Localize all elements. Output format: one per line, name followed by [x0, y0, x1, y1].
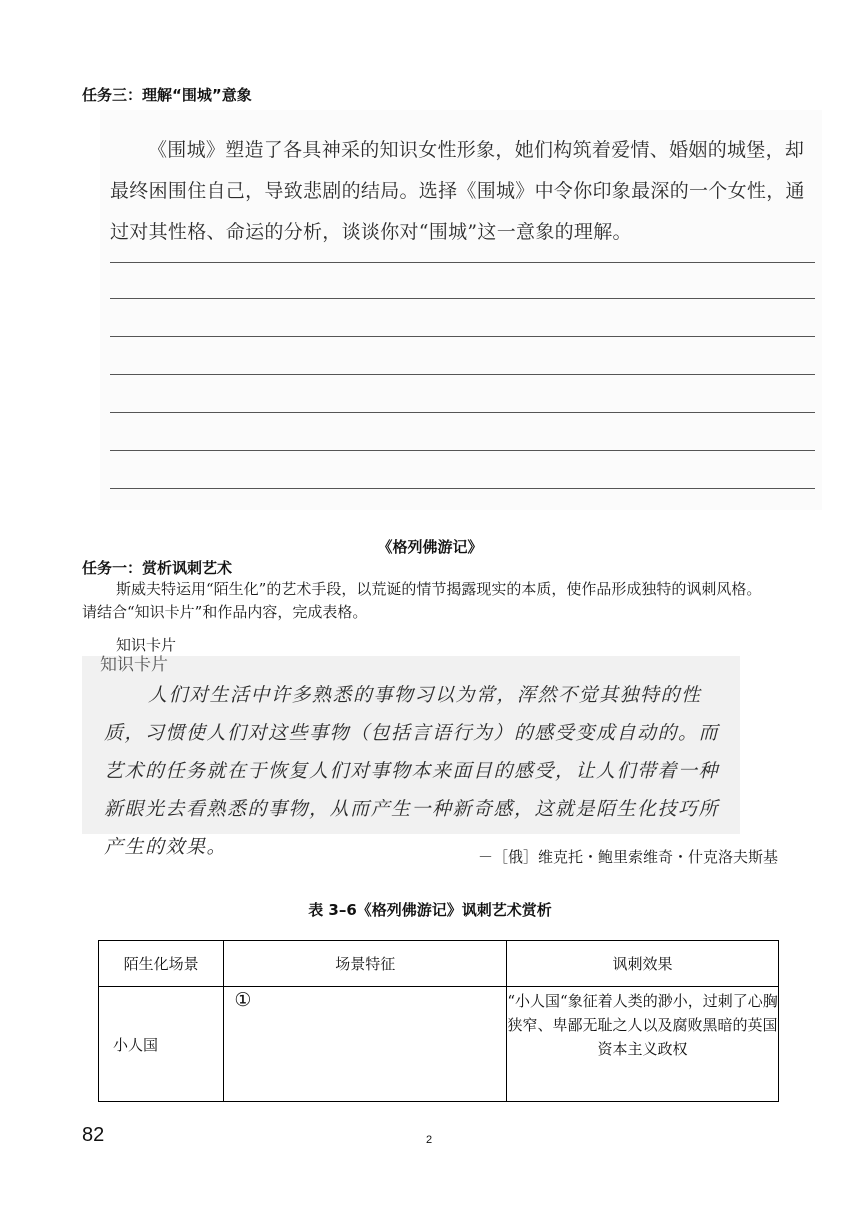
answer-line[interactable]	[110, 412, 815, 413]
cell-effect: “小人国“象征着人类的渺小，过刺了心胸狭窄、卑鄙无耻之人以及腐败黑暗的英国资本主义政权	[507, 987, 779, 1102]
answer-line[interactable]	[110, 298, 815, 299]
answer-line[interactable]	[110, 336, 815, 337]
table-header-row	[99, 941, 779, 987]
table-caption: 表 3–6《格列佛游记》讽刺艺术赏析	[308, 901, 552, 919]
task1-intro: 斯威夫特运用“陌生化”的艺术手段，以荒诞的情节揭露现实的本质，使作品形成独特的讽刺风格。请结合“知识卡片”和作品内容，完成表格。	[82, 580, 762, 621]
header-feature: 场景特征	[224, 941, 507, 987]
satire-table	[98, 940, 779, 1102]
answer-line[interactable]	[110, 488, 815, 489]
answer-line[interactable]	[110, 450, 815, 451]
page-number-left: 82	[82, 1124, 105, 1146]
cell-scene: 小人国	[99, 987, 224, 1102]
card-text: 人们对生活中许多熟悉的事物习以为常，浑然不觉其独特的性质，习惯使人们对这些事物（包括言语行为）的感受变成自动的。而艺术的任务就在于恢复人们对事物本来面目的感受，让人们带着一种新眼光去看熟悉的事物，从而产生一种新奇感，这就是陌生化技巧所产生的效果。	[104, 684, 720, 858]
header-scene: 陌生化场景	[99, 941, 224, 987]
task3-prompt: 《围城》塑造了各具神采的知识女性形象，她们构筑着爱情、婚姻的城堡，却最终困围住自己，导致悲剧的结局。选择《围城》中令你印象最深的一个女性，通过对其性格、命运的分析，谈谈你对“围城”这一意象的理解。	[110, 139, 805, 243]
answer-line[interactable]	[110, 262, 815, 263]
table-row	[99, 987, 779, 1102]
knowledge-card-label: 知识卡片	[116, 636, 177, 654]
task3-heading: 任务三：理解“围城”意象	[82, 86, 252, 104]
cell-feature[interactable]: ①	[224, 987, 507, 1102]
page-number-center: 2	[426, 1134, 433, 1146]
section-title: 《格列佛游记》	[377, 538, 483, 556]
task3-scanned-exercise	[100, 110, 822, 510]
card-scan-title: 知识卡片	[100, 655, 168, 675]
answer-line[interactable]	[110, 374, 815, 375]
knowledge-card-scan	[82, 655, 740, 858]
card-attribution: －［俄］维克托・鲍里索维奇・什克洛夫斯基	[477, 848, 778, 866]
header-effect: 讽刺效果	[507, 941, 779, 987]
task1-heading: 任务一：赏析讽刺艺术	[82, 559, 233, 577]
